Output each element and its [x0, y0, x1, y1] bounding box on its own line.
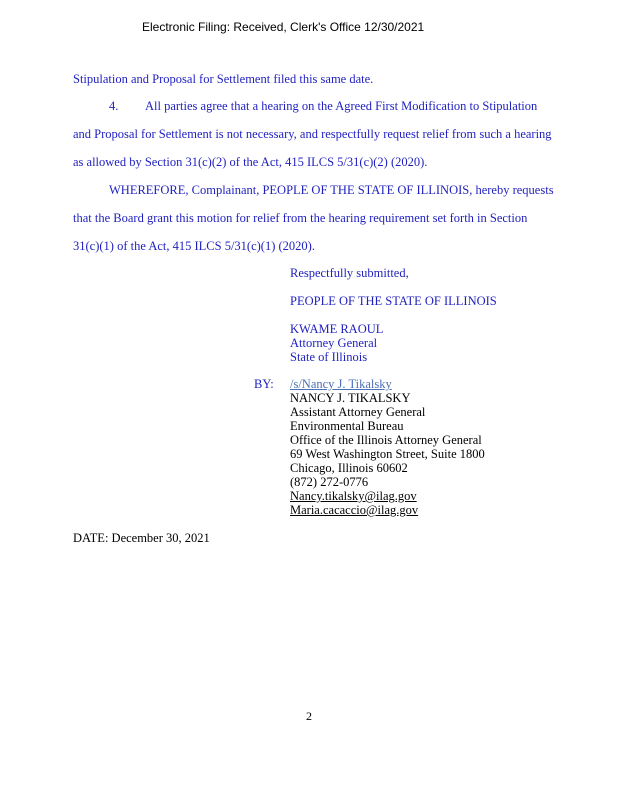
ag-state: State of Illinois: [290, 350, 368, 364]
paragraph-number: 4.: [109, 99, 119, 113]
attorney-general-block: [290, 322, 383, 364]
email-link-1[interactable]: Nancy.tikalsky@ilag.gov: [290, 489, 417, 503]
party-name: PEOPLE OF THE STATE OF ILLINOIS: [290, 294, 497, 308]
paragraph-4-line-2: and Proposal for Settlement is not necessary, and respectfully request relief from such a hearing: [73, 127, 552, 141]
wherefore-line-3: 31(c)(1) of the Act, 415 ILCS 5/31(c)(1) (2020).: [73, 239, 315, 253]
email-link-2[interactable]: Maria.cacaccio@ilag.gov: [290, 503, 419, 517]
signer-phone: (872) 272-0776: [290, 475, 369, 489]
paragraph-4-line-1: All parties agree that a hearing on the Agreed First Modification to Stipulation: [145, 99, 538, 113]
by-label: BY:: [254, 377, 274, 391]
electronic-signature: /s/Nancy J. Tikalsky: [290, 377, 392, 391]
signer-street: 69 West Washington Street, Suite 1800: [290, 447, 485, 461]
date-line: DATE: December 30, 2021: [73, 531, 210, 545]
closing: Respectfully submitted,: [290, 266, 409, 280]
signer-office: Office of the Illinois Attorney General: [290, 433, 482, 447]
page-number: 2: [306, 709, 312, 723]
signer-name: NANCY J. TIKALSKY: [290, 391, 411, 405]
efiling-header: Electronic Filing: Received, Clerk's Office 12/30/2021: [142, 20, 425, 34]
paragraph-4-line-3: as allowed by Section 31(c)(2) of the Act, 415 ILCS 5/31(c)(2) (2020).: [73, 155, 428, 169]
ag-title: Attorney General: [290, 336, 378, 350]
continuation-line: Stipulation and Proposal for Settlement filed this same date.: [73, 72, 374, 86]
wherefore-line-1: WHEREFORE, Complainant, PEOPLE OF THE STATE OF ILLINOIS, hereby requests: [109, 183, 554, 197]
signer-block: [290, 377, 485, 517]
signer-title: Assistant Attorney General: [290, 405, 426, 419]
ag-name: KWAME RAOUL: [290, 322, 384, 336]
wherefore-line-2: that the Board grant this motion for relief from the hearing requirement set forth in Section: [73, 211, 528, 225]
signer-bureau: Environmental Bureau: [290, 419, 404, 433]
signer-city: Chicago, Illinois 60602: [290, 461, 408, 475]
